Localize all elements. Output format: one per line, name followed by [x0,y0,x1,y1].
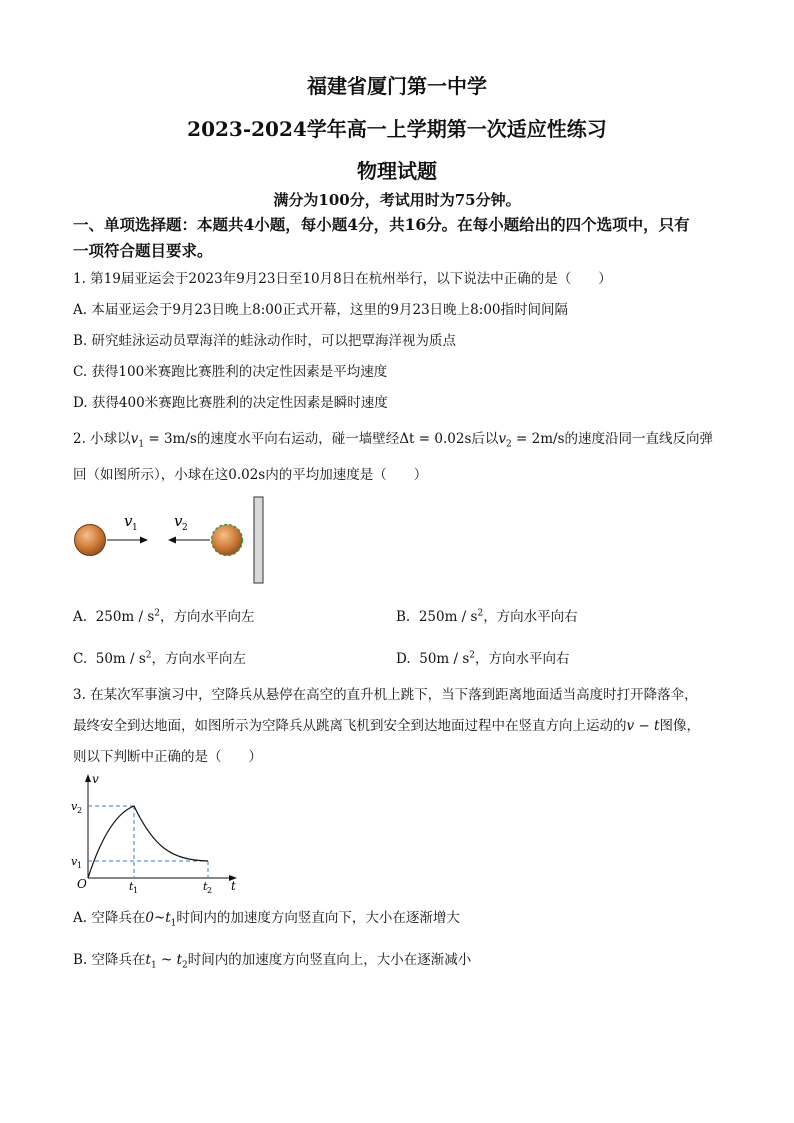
q3-stem-line3: 则以下判断中正确的是（ ） [73,749,262,765]
q1-option-b: B. 研究蛙泳运动员覃海洋的蛙泳动作时，可以把覃海洋视为质点 [73,333,457,349]
q2-option-b: B. $250m / s^2$，方向水平向右 [396,608,578,625]
vt-curve [88,806,208,878]
q2-stem-line2: 回（如图所示），小球在这0.02s内的平均加速度是（ ） [73,467,428,483]
q3-stem-line1: 3. 在某次军事演习中，空降兵从悬停在高空的直升机上跳下，当下落到距离地面适当高度时打开降落伞， [73,687,698,703]
x-axis-label: t [231,879,236,893]
v1-label: v [71,855,78,868]
q2-dt: Δt = 0.02s [399,431,472,447]
label-v2-sub: 2 [182,523,188,533]
t1-label-sub: 1 [133,886,139,895]
q2-figure [70,495,270,585]
exam-title: 2023-2024学年高一上学期第一次适应性练习 [187,117,607,141]
section-heading-line1: 一、单项选择题：本题共4小题，每小题4分，共16分。在每小题给出的四个选项中，只有 [73,215,690,234]
y-axis-label: v [92,772,99,786]
t1-label: t [129,880,134,893]
origin-label: O [77,877,87,891]
q1-option-d: D. 获得400米赛跑比赛胜利的决定性因素是瞬时速度 [73,395,388,411]
label-v1-sub: 1 [132,523,138,533]
q3-option-a: A. 空降兵在$0\sim t_1$时间内的加速度方向竖直向下，大小在逐渐增大 [73,910,460,929]
q1-option-c: C. 获得100米赛跑比赛胜利的决定性因素是平均速度 [73,364,388,380]
q3-option-b: B. 空降兵在$t_1$ ~ $t_2$时间内的加速度方向竖直向上，大小在逐渐减小 [73,952,472,971]
label-v2: v [174,512,183,530]
t2-label: t [203,880,208,893]
subject-title: 物理试题 [357,159,437,183]
v1-label-sub: 1 [77,861,83,870]
section-heading-line2: 一项符合题目要求。 [73,241,213,260]
arrow-v2-head [168,537,176,544]
ball-right [212,525,243,556]
q1-stem: 1. 第19届亚运会于2023年9月23日至10月8日在杭州举行，以下说法中正确的是（ ） [73,271,612,287]
v2-label: v [71,800,78,813]
label-v1: v [124,512,133,530]
t2-label-sub: 2 [207,886,213,895]
q2-option-d: D. $50m / s^2$，方向水平向右 [396,650,570,667]
q2-option-a: A. $250m / s^2$，方向水平向左 [73,608,255,625]
q2-option-c: C. $50m / s^2$，方向水平向左 [73,650,247,667]
ball-left [75,525,106,556]
q3-vt-graph [68,770,248,895]
v2-label-sub: 2 [77,806,83,815]
school-name: 福建省厦门第一中学 [307,74,487,98]
q3-stem-line2: 最终安全到达地面，如图所示为空降兵从跳离飞机到安全到达地面过程中在竖直方向上运动的v − t图像， [73,718,700,734]
arrow-v1-head [140,537,148,544]
y-axis-arrow [85,774,91,782]
q1-option-a: A. 本届亚运会于9月23日晚上8:00正式开幕，这里的9月23日晚上8:00指时间间隔 [73,302,568,318]
exam-info: 满分为100分，考试用时为75分钟。 [273,191,521,209]
wall [254,497,263,583]
q2-stem-line1: 2. 小球以$v_1 = 3m/s$的速度水平向右运动，碰一墙壁经Δt = 0.02s后以$v_2 = 2m/s$的速度沿同一直线反向弹 [73,431,714,450]
